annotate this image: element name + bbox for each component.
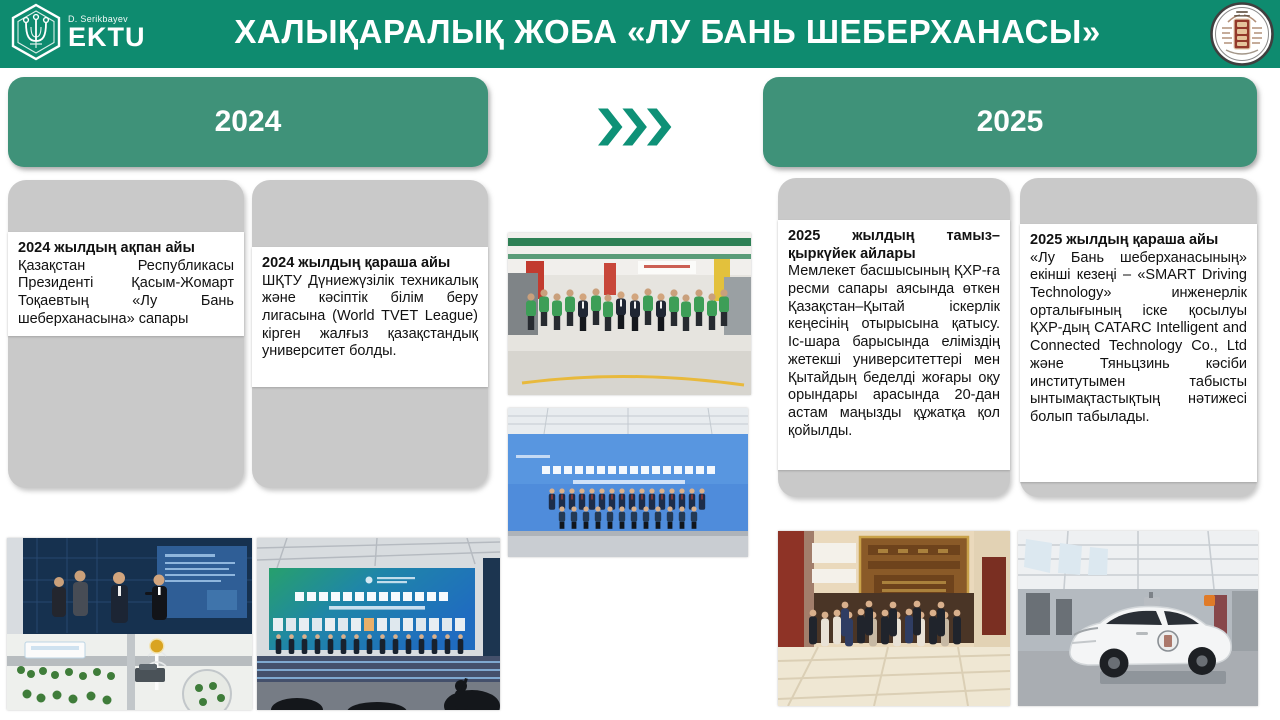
logo-abbr: EKTU: [68, 21, 146, 52]
slide-title: ХАЛЫҚАРАЛЫҚ ЖОБА «ЛУ БАНЬ ШЕБЕРХАНАСЫ»: [234, 13, 1101, 50]
event-heading: 2024 жылдың ақпан айы: [18, 240, 195, 256]
event-card-2025-aug-sep: [778, 178, 1010, 497]
photo-league-inauguration: [257, 538, 500, 710]
event-heading: 2024 жылдың қараша айы: [262, 255, 451, 271]
side-doorway: [982, 557, 1006, 635]
vent-boxes: [812, 543, 856, 583]
event-card-2025-november: [1020, 178, 1257, 497]
event-body: ШҚТУ Дүниежүзілік техникалық және кәсіптік білім беру лигасына (World TVET League) кірген жалғыз қазақстандық университет болды.: [262, 272, 478, 360]
photo-delegation-hall: [778, 531, 1010, 706]
photo-workshop-group: [508, 233, 751, 395]
event-heading: 2025 жылдың тамыз–қыркүйек айлары: [788, 228, 1000, 262]
ektu-hexagon-icon: [10, 3, 62, 61]
event-text-panel: [778, 220, 1010, 470]
header-bar: [0, 0, 1280, 68]
equipment: [1026, 593, 1072, 635]
lu-ban-workshop-seal-icon: [1210, 2, 1274, 66]
roof-lidar: [1144, 597, 1160, 606]
orange-sensor: [1204, 595, 1215, 606]
banner-en-bar: [329, 606, 425, 610]
stage-people: [276, 634, 464, 654]
door-handle: [1136, 632, 1148, 635]
event-body: «Лу Бань шеберханасының» екінші кезеңі – «SMART Driving Technology» инженерлік орталығының іске қосылуы ҚХР-дың CATARC Intelligent and Connected Technology Co., Ltd және Тяньцзинь кәсіби институтымен табысты ынтымақтастықтың нәтижесі болып табылады.: [1030, 249, 1247, 425]
year-header-2025: 2025: [763, 77, 1257, 167]
event-heading: 2025 жылдың қараша айы: [1030, 232, 1219, 248]
model-vehicle: [135, 668, 165, 682]
corner-label-bar: [516, 455, 550, 458]
roundabout: [183, 670, 231, 710]
photo-model-city-visit: [7, 538, 252, 710]
event-card-2024-february: [8, 180, 244, 488]
ektu-logo-text: [68, 14, 146, 51]
banner-en-bar: [573, 480, 685, 484]
event-body: Қазақстан Республикасы Президенті Қасым-Жомарт Тоқаевтың «Лу Бань шеберханасына» сапары: [18, 257, 234, 327]
event-text-panel: [8, 232, 244, 336]
photo-smart-driving-car: [1018, 531, 1258, 706]
event-text-panel: [252, 247, 488, 387]
photo-tvet-council-meeting: [508, 408, 748, 557]
portrait-row: [273, 618, 465, 631]
logo-affiliation: D. Serikbayev: [68, 13, 128, 24]
year-header-2024: 2024: [8, 77, 488, 167]
ektu-logo: [10, 3, 146, 61]
triple-chevron-arrow-icon: [598, 103, 672, 151]
event-card-2024-november: [252, 180, 488, 488]
event-body: Мемлекет басшысының ҚХР-ға ресми сапары аясында өткен Қазақстан–Қытай іскерлік кеңесінің отырысына қатысу. Іс-шара барысында еліміздің жетекші университеттері мен Қытайдың беделді жоғары оқу орындары арасында 20-дан астам маңызды құжатқа қол қойылды.: [788, 263, 1000, 439]
event-text-panel: [1020, 224, 1257, 482]
